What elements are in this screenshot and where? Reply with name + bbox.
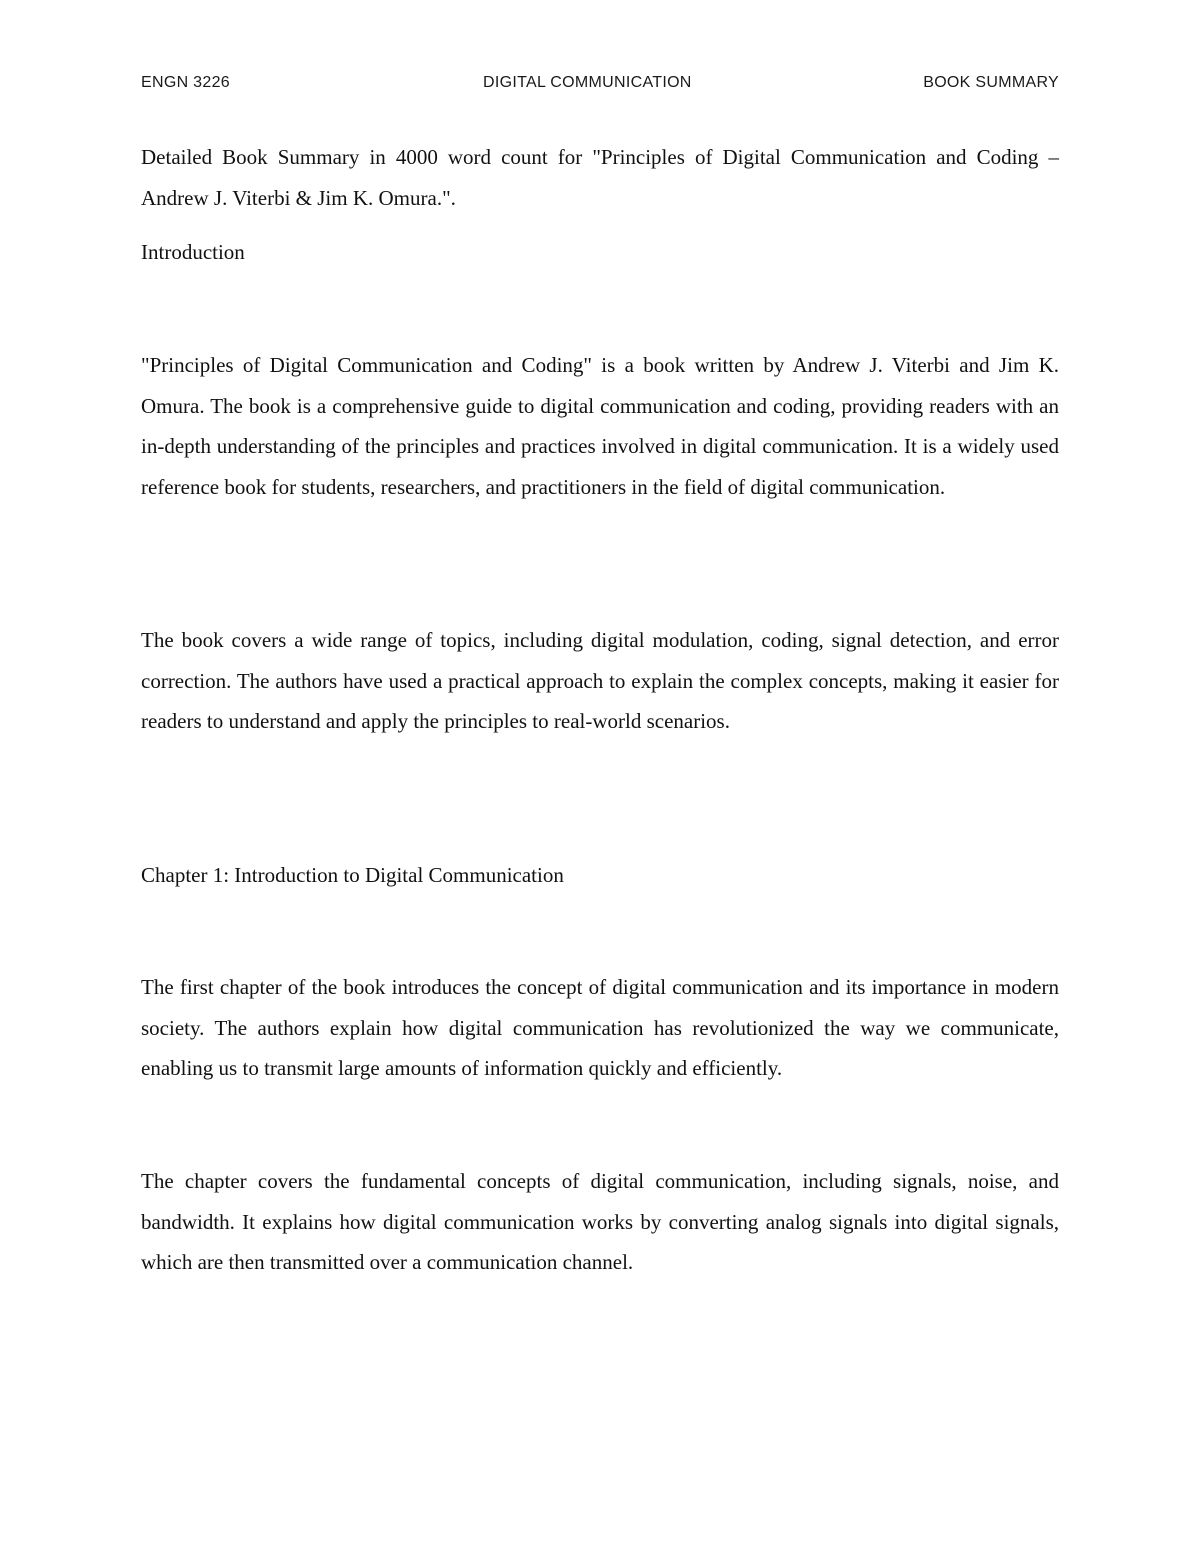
introduction-heading: Introduction	[141, 240, 245, 264]
header-document-type: BOOK SUMMARY	[923, 74, 1059, 91]
introduction-paragraph-2: The book covers a wide range of topics, including digital modulation, coding, signal detection, and error correction. The authors have used a practical approach to explain the complex concepts, making it easier for readers to understand and apply the principles to real-world scenarios.	[141, 628, 1059, 734]
chapter-1-paragraph-1: The first chapter of the book introduces the concept of digital communication and its importance in modern society. The authors explain how digital communication has revolutionized the way we communicate, enabling us to transmit large amounts of information quickly and efficiently.	[141, 975, 1059, 1081]
header-course-title: DIGITAL COMMUNICATION	[483, 74, 692, 91]
chapter-1-paragraph-2: The chapter covers the fundamental concepts of digital communication, including signals, noise, and bandwidth. It explains how digital communication works by converting analog signals into digital signals, which are then transmitted over a communication channel.	[141, 1169, 1059, 1275]
page-header	[141, 74, 1059, 100]
summary-request-paragraph: Detailed Book Summary in 4000 word count for "Principles of Digital Communication and Coding – Andrew J. Viterbi & Jim K. Omura.".	[141, 145, 1059, 210]
header-course-code: ENGN 3226	[141, 74, 230, 91]
chapter-1-heading: Chapter 1: Introduction to Digital Communication	[141, 863, 564, 887]
introduction-paragraph-1: "Principles of Digital Communication and Coding" is a book written by Andrew J. Viterbi and Jim K. Omura. The book is a comprehensive guide to digital communication and coding, providing readers with an in-depth understanding of the principles and practices involved in digital communication. It is a widely used reference book for students, researchers, and practitioners in the field of digital communication.	[141, 353, 1059, 499]
